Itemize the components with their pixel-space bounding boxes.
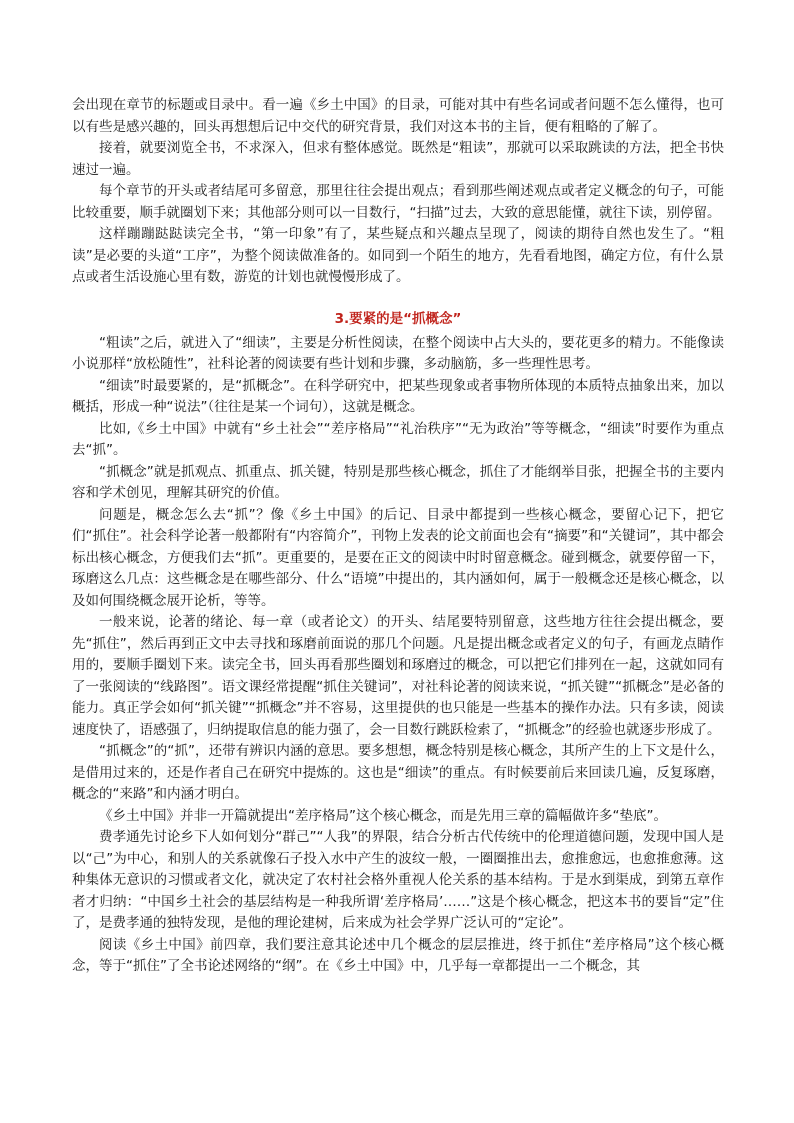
paragraph: 比如,《乡土中国》中就有“乡土社会”“差序格局”“礼治秩序”“无为政治”等等概念，“细读”时要作为重点去“抓”。: [72, 420, 724, 458]
paragraph: 这样蹦蹦跶跶读完全书，“第一印象”有了，某些疑点和兴趣点呈现了，阅读的期待自然也发生了。“粗读”是必要的头道“工序”，为整个阅读做准备的。如同到一个陌生的地方，先看看地图，确定方位，有什么景点或者生活设施心里有数，游览的计划也就慢慢形成了。: [72, 226, 724, 285]
paragraph: “抓概念”的“抓”，还带有辨识内涵的意思。要多想想，概念特别是核心概念，其所产生的上下文是什么，是借用过来的，还是作者自己在研究中提炼的。这也是“细读”的重点。有时候要前后来回读几遍，反复琢磨，概念的“来路”和内涵才明白。: [72, 743, 724, 802]
paragraph: 一般来说，论著的绪论、每一章（或者论文）的开头、结尾要特别留意，这些地方往往会提出概念，要先“抓住”，然后再到正文中去寻找和琢磨前面说的那几个问题。凡是提出概念或者定义的句子，有画龙点睛作用的，要顺手圈划下来。读完全书，回头再看那些圈划和琢磨过的概念，可以把它们排列在一起，这就如同有了一张阅读的“线路图”。语文课经常提醒“抓住关键词”，对社科论著的阅读来说，“抓关键”“抓概念”是必备的能力。真正学会如何“抓关键”“抓概念”并不容易，这里提供的也只能是一些基本的操作办法。只有多读，阅读速度快了，语感强了，归纳提取信息的能力强了，会一目数行跳跃检索了，“抓概念”的经验也就逐步形成了。: [72, 614, 724, 738]
paragraph: 接着，就要浏览全书，不求深入，但求有整体感觉。既然是“粗读”，那就可以采取跳读的方法，把全书快速过一遍。: [72, 140, 724, 178]
paragraph: 每个章节的开头或者结尾可多留意，那里往往会提出观点；看到那些阐述观点或者定义概念的句子，可能比较重要，顺手就圈划下来；其他部分则可以一目数行，“扫描”过去，大致的意思能懂，就往下读，别停留。: [72, 183, 724, 221]
document-page: [72, 95, 724, 978]
paragraph: 《乡土中国》并非一开篇就提出“差序格局”这个核心概念，而是先用三章的篇幅做许多“垫底”。: [99, 807, 667, 824]
section-heading: 3.要紧的是“抓概念”: [334, 310, 462, 327]
paragraph: 问题是，概念怎么去“抓”？像《乡土中国》的后记、目录中都提到一些核心概念，要留心记下，把它们“抓住”。社会科学论著一般都附有“内容简介”，刊物上发表的论文前面也会有“摘要”和“关键词”，其中都会标出核心概念，方便我们去“抓”。更重要的，是要在正文的阅读中时时留意概念。碰到概念，就要停留一下，琢磨这么几点：这些概念是在哪些部分、什么“语境”中提出的，其内涵如何，属于一般概念还是核心概念，以及如何围绕概念展开论析，等等。: [72, 506, 724, 609]
paragraph: “抓概念”就是抓观点、抓重点、抓关键，特别是那些核心概念，抓住了才能纲举目张，把握全书的主要内容和学术创见，理解其研究的价值。: [72, 463, 724, 501]
paragraph: “细读”时最要紧的，是“抓概念”。在科学研究中，把某些现象或者事物所体现的本质特点抽象出来，加以概括，形成一种“说法”（往往是某一个词句），这就是概念。: [72, 377, 724, 415]
paragraph-continued: 会出现在章节的标题或目录中。看一遍《乡土中国》的目录，可能对其中有些名词或者问题不怎么懂得，也可以有些是感兴趣的，回头再想想后记中交代的研究背景，我们对这本书的主旨，便有粗略的了解了。: [72, 97, 724, 135]
paragraph: 阅读《乡土中国》前四章，我们要注意其论述中几个概念的层层推进，终于抓住“差序格局”这个核心概念，等于“抓住”了全书论述网络的“纲”。在《乡土中国》中，几乎每一章都提出一二个概念，其: [72, 936, 724, 974]
paragraph: 费孝通先讨论乡下人如何划分“群己”“人我”的界限，结合分析古代传统中的伦理道德问题，发现中国人是以“己”为中心，和别人的关系就像石子投入水中产生的波纹一般，一圈圈推出去，愈推愈远，也愈推愈薄。这种集体无意识的习惯或者文化，就决定了农村社会格外重视人伦关系的基本结构。于是水到渠成，到第五章作者才归纳：“中国乡土社会的基层结构是一种我所谓‘差序格局’……”这是个核心概念，把这本书的要旨“定”住了，是费孝通的独特发现，是他的理论建树，后来成为社会学界广泛认可的“定论”。: [72, 829, 724, 931]
paragraph: “粗读”之后，就进入了“细读”，主要是分析性阅读，在整个阅读中占大头的，要花更多的精力。不能像读小说那样“放松随性”，社科论著的阅读要有些计划和步骤，多动脑筋，多一些理性思考。: [72, 334, 724, 372]
